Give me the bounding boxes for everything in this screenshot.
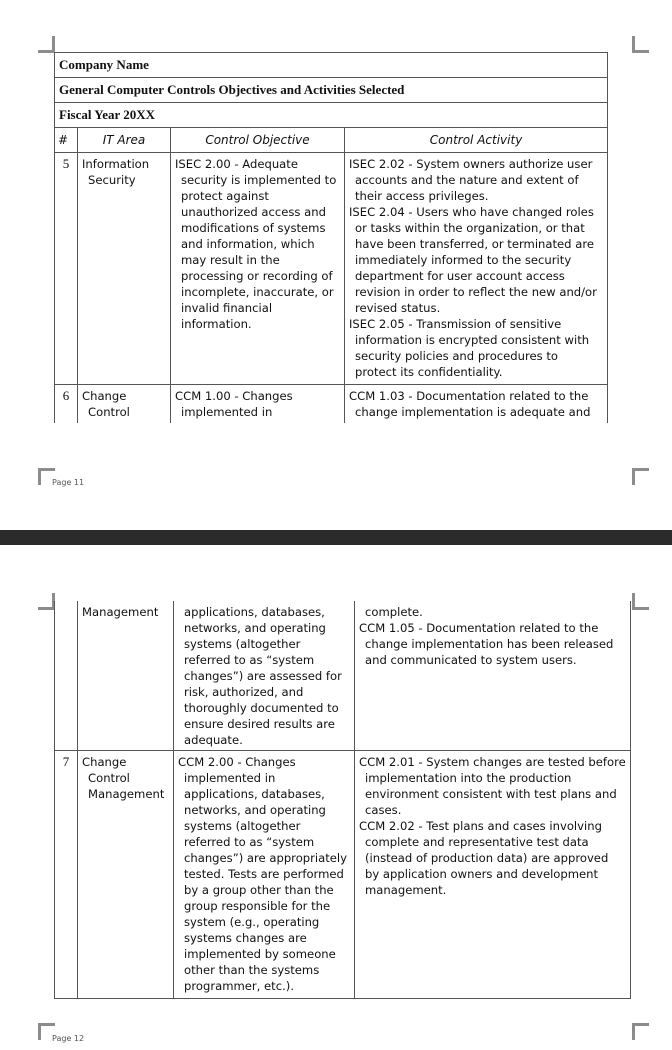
control-activity: complete. [365, 605, 423, 619]
control-activity: ISEC 2.04 - Users who have changed roles or tasks within the organization, or that have been transferred, or terminated are immediately informed to the security department for user account access revision in order to reflect the new and/or revised status. [349, 205, 597, 315]
row-number [55, 601, 78, 751]
it-area-cell [78, 601, 174, 751]
column-header-number: # [55, 128, 78, 153]
control-objective-cell [171, 153, 345, 385]
it-area-cell [78, 385, 171, 424]
control-activity-cell [355, 751, 631, 999]
controls-table-page-12 [54, 601, 631, 999]
control-objective: CCM 2.00 - Changes implemented in applications, databases, networks, and operating systems (altogether referred to as “system changes”) are appropriately tested. Tests are performed by a group other than the group responsible for the system (e.g., operating systems changes are implemented by someone other than the systems programmer, etc.). [178, 755, 347, 993]
control-activity-cell [355, 601, 631, 751]
table-row [55, 751, 631, 999]
page-number-12: Page 12 [52, 1034, 85, 1043]
page-separator [0, 530, 672, 545]
it-area-cell [78, 751, 174, 999]
control-activity: ISEC 2.02 - System owners authorize user accounts and the nature and extent of their access privileges. [349, 157, 593, 203]
control-activity-cell [345, 153, 608, 385]
it-area: Change Control Management [82, 755, 165, 801]
row-number: 7 [55, 751, 78, 999]
control-objective: ISEC 2.00 - Adequate security is implemented to protect against unauthorized access and modifications of systems and information, which may result in the processing or recording of incomplete, inaccurate, or invalid financial information. [175, 157, 337, 331]
control-activity: ISEC 2.05 - Transmission of sensitive information is encrypted consistent with security policies and procedures to protect its confidentiality. [349, 317, 590, 379]
column-header-it-area: IT Area [78, 128, 171, 153]
crop-mark-bottom-right [632, 1023, 649, 1040]
table-title: General Computer Controls Objectives and Activities Selected [55, 78, 608, 103]
crop-mark-top-right [632, 36, 649, 53]
control-activity: CCM 1.03 - Documentation related to the change implementation is adequate and [349, 389, 591, 419]
table-row-continued [55, 601, 631, 751]
controls-table-page-11 [54, 52, 608, 423]
crop-mark-top-left [38, 36, 55, 53]
column-header-control-activity: Control Activity [345, 128, 608, 153]
crop-mark-top-left [38, 593, 55, 610]
company-name: Company Name [55, 53, 608, 78]
table-row [55, 153, 608, 385]
crop-mark-top-right [632, 593, 649, 610]
it-area: Change Control [82, 389, 130, 419]
fiscal-year: Fiscal Year 20XX [55, 103, 608, 128]
crop-mark-bottom-right [632, 468, 649, 485]
it-area: Management [82, 605, 159, 619]
document-page-12 [0, 545, 672, 1050]
control-activity: CCM 1.05 - Documentation related to the change implementation has been released and communicated to system users. [359, 621, 614, 667]
control-activity: CCM 2.01 - System changes are tested before implementation into the production environment consistent with test plans and cases. [359, 755, 626, 817]
control-activity: CCM 2.02 - Test plans and cases involving complete and representative test data (instead of production data) are approved by application owners and development management. [359, 819, 609, 897]
it-area: Information Security [82, 157, 150, 187]
control-objective-cell [171, 385, 345, 424]
it-area-cell [78, 153, 171, 385]
control-activity-cell [345, 385, 608, 424]
control-objective-cell [174, 601, 355, 751]
control-objective: CCM 1.00 - Changes implemented in [175, 389, 293, 419]
table-row [55, 385, 608, 424]
control-objective-cell [174, 751, 355, 999]
page-number-11: Page 11 [52, 478, 85, 487]
row-number: 6 [55, 385, 78, 424]
row-number: 5 [55, 153, 78, 385]
column-header-control-objective: Control Objective [171, 128, 345, 153]
control-objective: applications, databases, networks, and operating systems (altogether referred to as “system changes”) are assessed for risk, authorized, and thoroughly documented to ensure desired results are adequate. [184, 605, 342, 747]
